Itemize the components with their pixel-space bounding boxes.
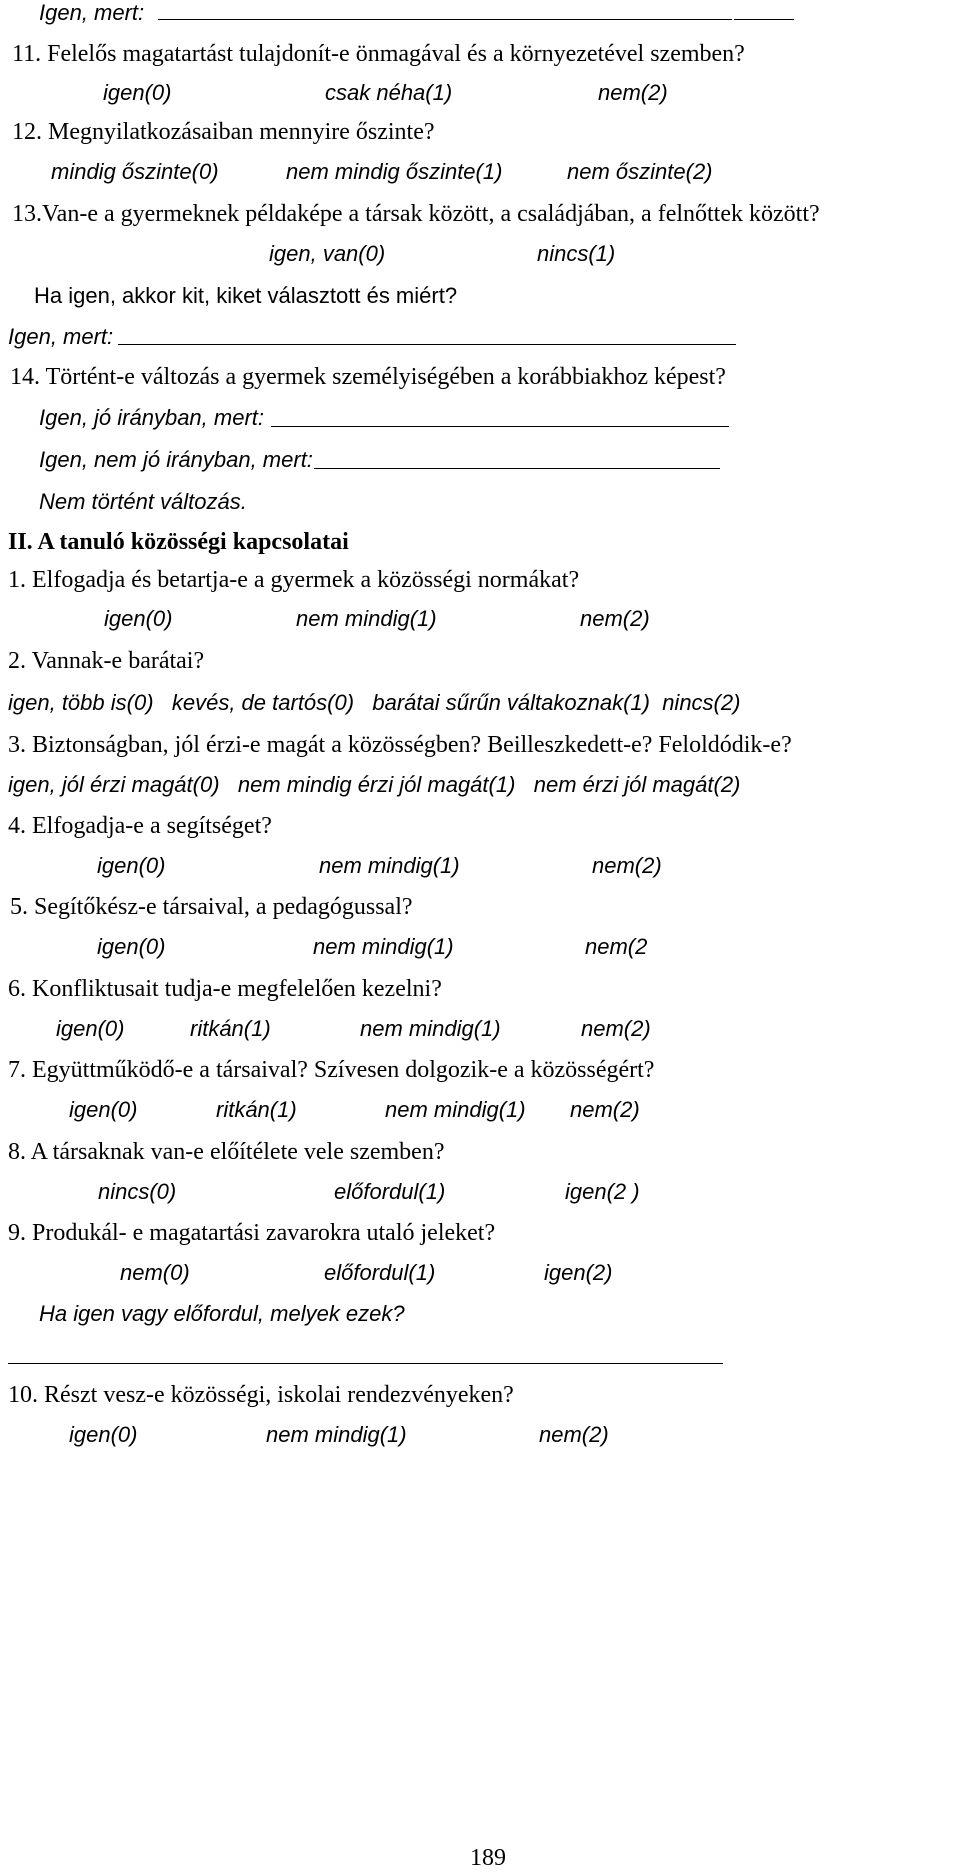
page-number: 189 — [470, 1845, 506, 1871]
question: 3. Biztonságban, jól érzi-e magát a közösségben? Beilleszkedett-e? Feloldódik-e? — [8, 732, 792, 758]
option: ritkán(1) — [216, 1097, 297, 1122]
option: nem mindig(1) — [313, 934, 454, 959]
option: csak néha(1) — [325, 80, 453, 105]
option: nem(2) — [570, 1097, 640, 1122]
option: nem(2) — [581, 1016, 651, 1041]
answer-line — [118, 344, 736, 345]
answer-label: Nem történt változás. — [39, 489, 247, 514]
answer-label: Igen, mert: — [39, 0, 145, 25]
option: mindig őszinte(0) — [51, 159, 219, 184]
sub-question: Ha igen vagy előfordul, melyek ezek? — [39, 1301, 405, 1326]
question: 10. Részt vesz-e közösségi, iskolai rendezvényeken? — [8, 1382, 514, 1408]
answer-line — [271, 426, 729, 427]
option: igen(0) — [103, 80, 172, 105]
question-14: 14. Történt-e változás a gyermek személyiségében a korábbiakhoz képest? — [10, 364, 726, 390]
option: előfordul(1) — [334, 1179, 446, 1204]
option: előfordul(1) — [324, 1260, 436, 1285]
option: igen(0) — [69, 1422, 138, 1447]
option: igen(2 ) — [565, 1179, 640, 1204]
answer-line — [314, 468, 720, 469]
question: 7. Együttműködő-e a társaival? Szívesen dolgozik-e a közösségért? — [8, 1057, 655, 1083]
option: nincs(0) — [98, 1179, 177, 1204]
option-row: igen, jól érzi magát(0) nem mindig érzi jól magát(1) nem érzi jól magát(2) — [8, 772, 741, 797]
option: igen(2) — [544, 1260, 613, 1285]
option: nem(0) — [120, 1260, 190, 1285]
question: 9. Produkál- e magatartási zavarokra utaló jeleket? — [8, 1220, 496, 1246]
option: nem mindig őszinte(1) — [286, 159, 503, 184]
option: nem(2) — [598, 80, 668, 105]
question: 1. Elfogadja és betartja-e a gyermek a közösségi normákat? — [8, 567, 580, 593]
question: 2. Vannak-e barátai? — [8, 648, 205, 674]
option: nem mindig(1) — [296, 606, 437, 631]
answer-label: Igen, jó irányban, mert: — [39, 405, 265, 430]
answer-line — [8, 1363, 723, 1364]
answer-line — [158, 19, 732, 20]
option: nem mindig(1) — [266, 1422, 407, 1447]
question: 8. A társaknak van-e előítélete vele szemben? — [8, 1139, 445, 1165]
question-11: 11. Felelős magatartást tulajdonít-e önmagával és a környezetével szemben? — [12, 41, 745, 67]
question-12: 12. Megnyilatkozásaiban mennyire őszinte? — [12, 119, 435, 145]
option: igen(0) — [97, 934, 166, 959]
section-heading: II. A tanuló közösségi kapcsolatai — [8, 529, 349, 555]
sub-question: Ha igen, akkor kit, kiket választott és miért? — [34, 283, 458, 308]
option: nem őszinte(2) — [567, 159, 713, 184]
option: nincs(1) — [537, 241, 616, 266]
option: nem mindig(1) — [319, 853, 460, 878]
option: ritkán(1) — [190, 1016, 271, 1041]
answer-line — [734, 19, 794, 20]
question: 6. Konfliktusait tudja-e megfelelően kezelni? — [8, 976, 442, 1002]
option: nem(2) — [539, 1422, 609, 1447]
option: nem(2) — [580, 606, 650, 631]
option: igen(0) — [97, 853, 166, 878]
answer-label: Igen, mert: — [8, 324, 114, 349]
option: igen(0) — [104, 606, 173, 631]
option: igen(0) — [69, 1097, 138, 1122]
question-13: 13.Van-e a gyermeknek példaképe a társak között, a családjában, a felnőttek között? — [12, 201, 820, 227]
question: 5. Segítőkész-e társaival, a pedagógussal? — [10, 894, 413, 920]
option: nem mindig(1) — [385, 1097, 526, 1122]
option: nem(2 — [585, 934, 648, 959]
option: igen, van(0) — [269, 241, 386, 266]
option: igen(0) — [56, 1016, 125, 1041]
option-row: igen, több is(0) kevés, de tartós(0) barátai sűrűn váltakoznak(1) nincs(2) — [8, 690, 741, 715]
answer-label: Igen, nem jó irányban, mert: — [39, 447, 313, 472]
question: 4. Elfogadja-e a segítséget? — [8, 813, 272, 839]
option: nem(2) — [592, 853, 662, 878]
option: nem mindig(1) — [360, 1016, 501, 1041]
